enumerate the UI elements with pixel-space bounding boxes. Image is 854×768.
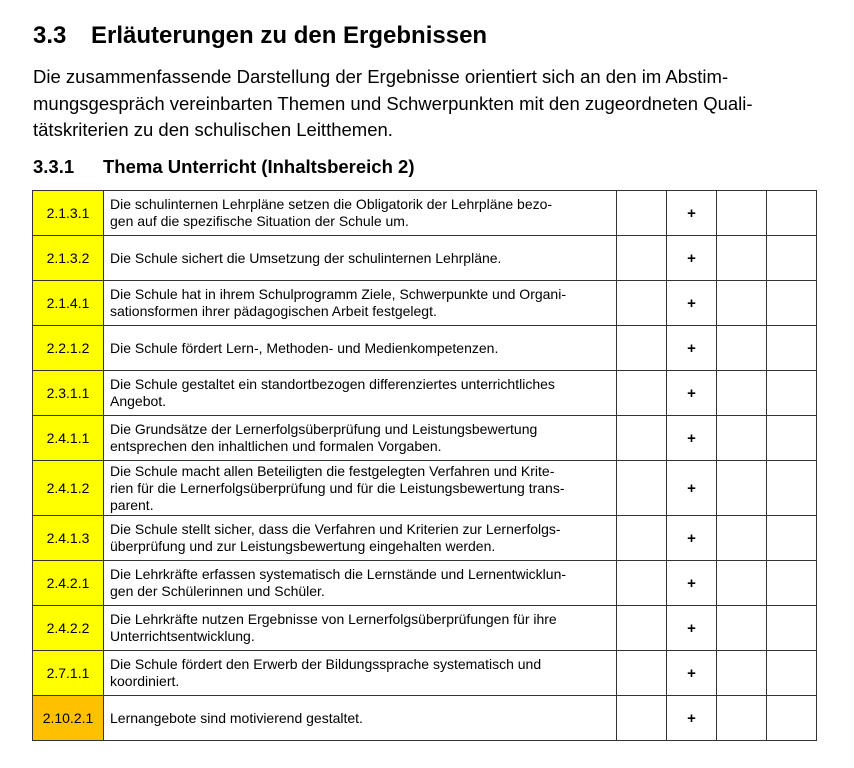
rating-cell-c4 [767,281,817,326]
rating-cell-c2: + [667,236,717,281]
criterion-text: Die Schule fördert Lern-, Methoden- und Medienkompetenzen. [104,326,617,371]
rating-cell-c3 [717,461,767,516]
table-row [33,191,817,236]
intro-paragraph: Die zusammenfassende Darstellung der Ergebnisse orientiert sich an den im Abstim- mungsgespräch vereinbarten Themen und Schwerpunkten mit den zugeordneten Quali- tätskriterien zu den schulischen Leitthemen. [33,66,753,140]
criterion-text: Die Schule stellt sicher, dass die Verfahren und Kriterien zur Lernerfolgs- überprüfung und zur Leistungsbewertung eingehalten werden. [104,516,617,561]
section-heading [33,22,487,50]
table-row [33,371,817,416]
rating-cell-c2: + [667,191,717,236]
rating-cell-c3 [717,371,767,416]
criterion-text: Die Grundsätze der Lernerfolgsüberprüfung und Leistungsbewertung entsprechen den inhaltlichen und formalen Vorgaben. [104,416,617,461]
criterion-code: 2.10.2.1 [33,696,104,741]
criterion-text: Die Schule gestaltet ein standortbezogen differenziertes unterrichtliches Angebot. [104,371,617,416]
rating-cell-c4 [767,606,817,651]
criterion-code: 2.2.1.2 [33,326,104,371]
table-row [33,516,817,561]
rating-cell-c2: + [667,416,717,461]
criterion-text: Die Lehrkräfte erfassen systematisch die Lernstände und Lernentwicklun- gen der Schülerinnen und Schüler. [104,561,617,606]
rating-cell-c4 [767,416,817,461]
section-title: Erläuterungen zu den Ergebnissen [91,22,488,49]
criterion-text: Lernangebote sind motivierend gestaltet. [104,696,617,741]
table-row [33,281,817,326]
criteria-table [32,190,817,741]
rating-cell-c1 [617,281,667,326]
rating-cell-c1 [617,416,667,461]
table-row [33,416,817,461]
subsection-number: 3.3.1 [33,156,75,177]
rating-cell-c2: + [667,516,717,561]
rating-cell-c3 [717,606,767,651]
table-row [33,606,817,651]
criterion-code: 2.1.3.1 [33,191,104,236]
rating-cell-c2: + [667,606,717,651]
rating-cell-c4 [767,651,817,696]
rating-cell-c2: + [667,326,717,371]
criterion-text: Die Schule fördert den Erwerb der Bildungssprache systematisch und koordiniert. [104,651,617,696]
rating-cell-c4 [767,326,817,371]
rating-cell-c1 [617,461,667,516]
table-row [33,326,817,371]
rating-cell-c2: + [667,696,717,741]
criterion-code: 2.4.1.3 [33,516,104,561]
rating-cell-c3 [717,696,767,741]
rating-cell-c2: + [667,651,717,696]
rating-cell-c3 [717,651,767,696]
criterion-text: Die Schule hat in ihrem Schulprogramm Ziele, Schwerpunkte und Organi- sationsformen ihrer pädagogischen Arbeit festgelegt. [104,281,617,326]
rating-cell-c1 [617,191,667,236]
rating-cell-c1 [617,236,667,281]
rating-cell-c2: + [667,281,717,326]
criterion-text: Die Schule macht allen Beteiligten die festgelegten Verfahren und Krite- rien für die Lernerfolgsüberprüfung und für die Leistungsbewertung trans- parent. [104,461,617,516]
criterion-code: 2.7.1.1 [33,651,104,696]
table-row [33,561,817,606]
table-row [33,236,817,281]
criterion-code: 2.4.1.1 [33,416,104,461]
subsection-title: Thema Unterricht (Inhaltsbereich 2) [103,156,415,177]
rating-cell-c1 [617,561,667,606]
rating-cell-c4 [767,371,817,416]
criterion-code: 2.4.1.2 [33,461,104,516]
rating-cell-c2: + [667,561,717,606]
subsection-heading [33,156,414,178]
criterion-code: 2.4.2.2 [33,606,104,651]
criterion-text: Die Lehrkräfte nutzen Ergebnisse von Lernerfolgsüberprüfungen für ihre Unterrichtsentwicklung. [104,606,617,651]
rating-cell-c4 [767,696,817,741]
rating-cell-c1 [617,606,667,651]
rating-cell-c4 [767,561,817,606]
rating-cell-c3 [717,191,767,236]
rating-cell-c4 [767,461,817,516]
rating-cell-c4 [767,516,817,561]
criterion-text: Die schulinternen Lehrpläne setzen die Obligatorik der Lehrpläne bezo- gen auf die spezifische Situation der Schule um. [104,191,617,236]
rating-cell-c3 [717,561,767,606]
rating-cell-c3 [717,416,767,461]
rating-cell-c1 [617,326,667,371]
criterion-code: 2.1.3.2 [33,236,104,281]
section-number: 3.3 [33,22,67,49]
table-row [33,461,817,516]
criterion-text: Die Schule sichert die Umsetzung der schulinternen Lehrpläne. [104,236,617,281]
rating-cell-c1 [617,516,667,561]
rating-cell-c3 [717,516,767,561]
criterion-code: 2.3.1.1 [33,371,104,416]
rating-cell-c2: + [667,461,717,516]
rating-cell-c1 [617,371,667,416]
rating-cell-c3 [717,281,767,326]
rating-cell-c2: + [667,371,717,416]
rating-cell-c4 [767,191,817,236]
criterion-code: 2.1.4.1 [33,281,104,326]
rating-cell-c3 [717,236,767,281]
rating-cell-c4 [767,236,817,281]
rating-cell-c3 [717,326,767,371]
table-row [33,651,817,696]
rating-cell-c1 [617,696,667,741]
rating-cell-c1 [617,651,667,696]
table-row [33,696,817,741]
criterion-code: 2.4.2.1 [33,561,104,606]
